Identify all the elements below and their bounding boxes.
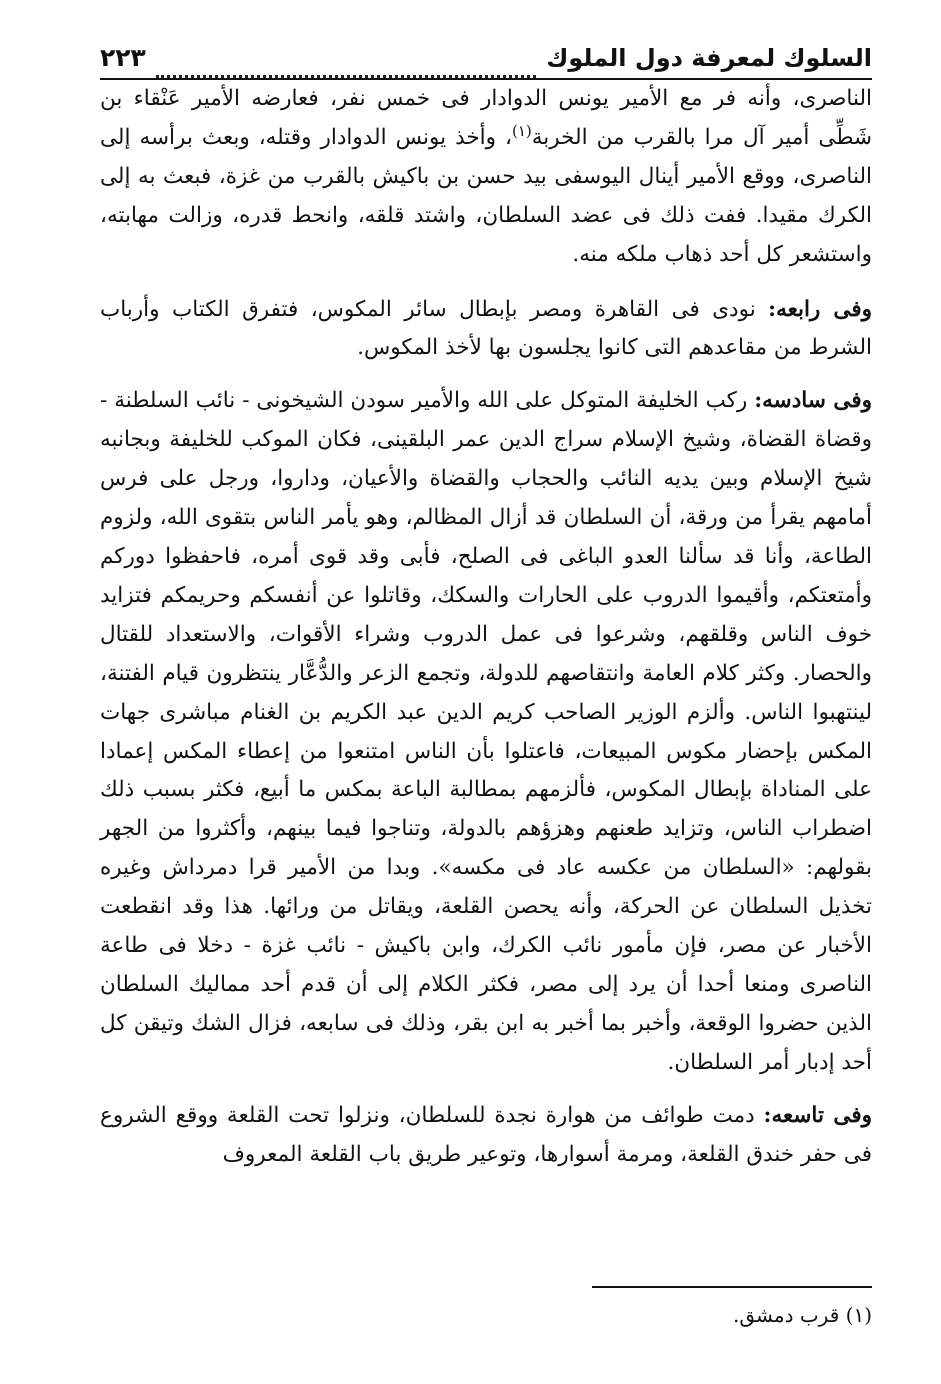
page-body [100, 80, 872, 1188]
paragraph-lead: وفى سادسه: [754, 388, 873, 414]
paragraph-text: نودى فى القاهرة ومصر بإبطال سائر المكوس، فتفرق الكتاب وأرباب الشرط من مقاعدهم التى كانوا يجلسون بها لأخذ المكوس. [100, 296, 872, 361]
paragraph-1 [100, 80, 872, 275]
header-dot-leader [156, 53, 537, 78]
footnote-divider [592, 1286, 872, 1288]
paragraph-lead: وفى رابعه: [768, 296, 872, 322]
footnote: (١) قرب دمشق. [732, 1303, 872, 1327]
paragraph-text: الناصرى، وأنه فر مع الأمير يونس الدوادار فى خمس نفر، فعارضه الأمير عَنْقاء بن شَطِّى أمير آل مرا بالقرب من الخربة [100, 86, 872, 150]
page-header [100, 30, 872, 80]
paragraph-4 [100, 1097, 872, 1175]
paragraph-lead: وفى تاسعه: [763, 1102, 872, 1128]
paragraph-3 [100, 382, 872, 1082]
paragraph-text-continued: ، وأخذ يونس الدوادار وقتله، وبعث برأسه إلى الناصرى، ووقع الأمير أينال اليوسفى بيد حسن بن باكيش بالقرب من غزة، فبعث به إلى الكرك مقيدا. ففت ذلك فى عضد السلطان، واشتد قلقه، وانحط قدره، وزالت مهابته، واستشعر كل أحد ذهاب ملكه منه. [100, 124, 872, 267]
running-title: السلوك لمعرفة دول الملوك [546, 44, 872, 72]
paragraph-text: ركب الخليفة المتوكل على الله والأمير سودن الشيخونى - نائب السلطنة - وقضاة القضاة، وشيخ الإسلام سراج الدين عمر البلقينى، فكان الموكب للخليفة وبجانبه شيخ الإسلام وبين يديه النائب والحجاب والقضاة والأعيان، وداروا، ورجل على فرس أمامهم يقرأ من ورقة، أن السلطان قد أزال المظالم، وهو يأمر الناس بتقوى الله، ولزوم الطاعة، وأنا قد سألنا العدو الباغى فى الصلح، فأبى وقد قوى أمره، فاحفظوا دوركم وأمتعتكم، وأقيموا الدروب على الحارات والسكك، وقاتلوا عن أنفسكم وحريمكم فتزايد خوف الناس وقلقهم، وشرعوا فى عمل الدروب وشراء الأقوات، والاستعداد للقتال والحصار. وكثر كلام العامة وانتقاصهم للدولة، وتجمع الزعر والدُّعَّار ينتظرون قيام الفتنة، لينتهبوا الناس. وألزم الوزير الصاحب كريم الدين عبد الكريم بن الغنام مباشرى جهات المكس بإحضار مكوس المبيعات، فاعتلوا بأن الناس امتنعوا من إعطاء المكس إعمادا على المناداة بإبطال المكوس، فألزمهم بمطالبة الباعة بمكس ما أبيع، فكثر بسبب ذلك اضطراب الناس، وتزايد طعنهم وهزؤهم بالدولة، وتناجوا فيما بينهم، وأكثروا من الجهر بقولهم: «السلطان من عكسه عاد فى مكسه». وبدا من الأمير قرا دمرداش وغيره تخذيل السلطان عن الحركة، وأنه يحصن القلعة، ويقاتل من ورائها. هذا وقد انقطعت الأخبار عن مصر، فإن مأمور نائب الكرك، وابن باكيش - نائب غزة - دخلا فى طاعة الناصرى ومنعا أحدا أن يرد إلى مصر، فكثر الكلام إلى أن قدم أحد مماليك السلطان الذين حضروا الوقعة، وأخبر بما أخبر به ابن بقر، وذلك فى سابعه، فزال الشك وتيقن كل أحد إدبار أمر السلطان. [100, 388, 872, 1075]
paragraph-text: دمت طوائف من هوارة نجدة للسلطان، ونزلوا تحت القلعة ووقع الشروع فى حفر خندق القلعة، ومرمة أسوارها، وتوعير طريق باب القلعة المعروف [100, 1102, 872, 1167]
page-number: ٢٢٣ [100, 43, 146, 72]
footnote-reference: (١) [512, 121, 532, 140]
paragraph-2 [100, 291, 872, 369]
